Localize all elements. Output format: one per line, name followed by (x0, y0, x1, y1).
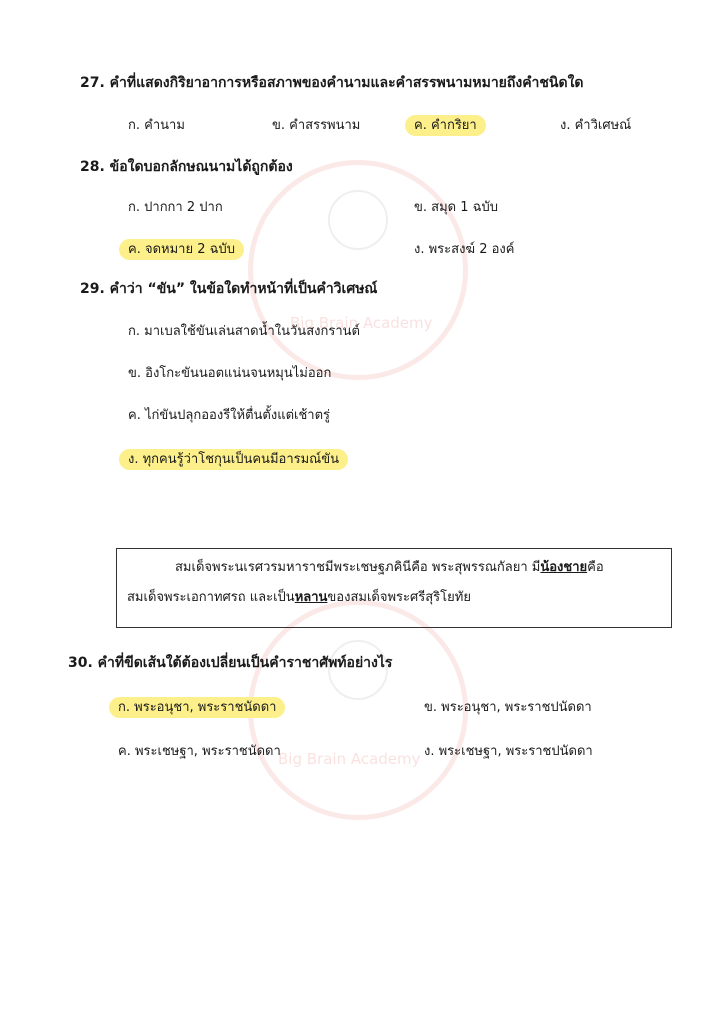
q29-option-a: ก. มาเบลใช้ขันเล่นสาดน้ำในวันสงกรานต์ (128, 324, 360, 339)
watermark-text-bottom: Big Brain Academy (278, 750, 421, 768)
watermark-text-top: Big Brain Academy (290, 314, 433, 332)
question-29-title: 29. คำว่า “ขัน” ในข้อใดทำหน้าที่เป็นคำวิเศษณ์ (80, 281, 378, 297)
q27-option-b: ข. คำสรรพนาม (272, 118, 361, 133)
q30-option-d: ง. พระเชษฐา, พระราชปนัดดา (424, 744, 593, 759)
q27-option-d: ง. คำวิเศษณ์ (560, 118, 632, 133)
passage-box (116, 548, 672, 628)
q28-option-c (128, 238, 244, 259)
highlighted-answer: ค. คำกริยา (405, 115, 486, 136)
passage-line-2: สมเด็จพระเอกาทศรถ และเป็นหลานของสมเด็จพระศรีสุริโยทัย (127, 590, 471, 605)
q30-option-a (118, 696, 285, 717)
q28-option-b: ข. สมุด 1 ฉบับ (414, 200, 498, 215)
underlined-word: น้องชาย (540, 560, 588, 575)
q30-option-c: ค. พระเชษฐา, พระราชนัดดา (118, 744, 281, 759)
q29-option-d (128, 448, 348, 469)
question-28-title: 28. ข้อใดบอกลักษณนามได้ถูกต้อง (80, 159, 293, 175)
highlighted-answer: ค. จดหมาย 2 ฉบับ (119, 239, 244, 260)
q27-option-c (414, 114, 486, 135)
q28-option-d: ง. พระสงฆ์ 2 องค์ (414, 242, 515, 257)
question-30-title: 30. คำที่ขีดเส้นใต้ต้องเปลี่ยนเป็นคำราชาศัพท์อย่างไร (68, 655, 393, 671)
q29-option-b: ข. อิงโกะขันนอตแน่นจนหมุนไม่ออก (128, 366, 332, 381)
question-27-title: 27. คำที่แสดงกิริยาอาการหรือสภาพของคำนามและคำสรรพนามหมายถึงคำชนิดใด (80, 75, 584, 91)
highlighted-answer: ง. ทุกคนรู้ว่าโชกุนเป็นคนมีอารมณ์ขัน (119, 449, 348, 470)
underlined-word: หลาน (294, 590, 328, 605)
q29-option-c: ค. ไก่ขันปลุกอองรีให้ตื่นตั้งแต่เช้าตรู่ (128, 408, 331, 423)
passage-line-1: สมเด็จพระนเรศวรมหาราชมีพระเชษฐภคินีคือ พระสุพรรณกัลยา มีน้องชายคือ (175, 560, 604, 575)
q30-option-b: ข. พระอนุชา, พระราชปนัดดา (424, 700, 592, 715)
mascot-icon (328, 190, 388, 250)
q27-option-a: ก. คำนาม (128, 118, 185, 133)
highlighted-answer: ก. พระอนุชา, พระราชนัดดา (109, 697, 285, 718)
q28-option-a: ก. ปากกา 2 ปาก (128, 200, 223, 215)
